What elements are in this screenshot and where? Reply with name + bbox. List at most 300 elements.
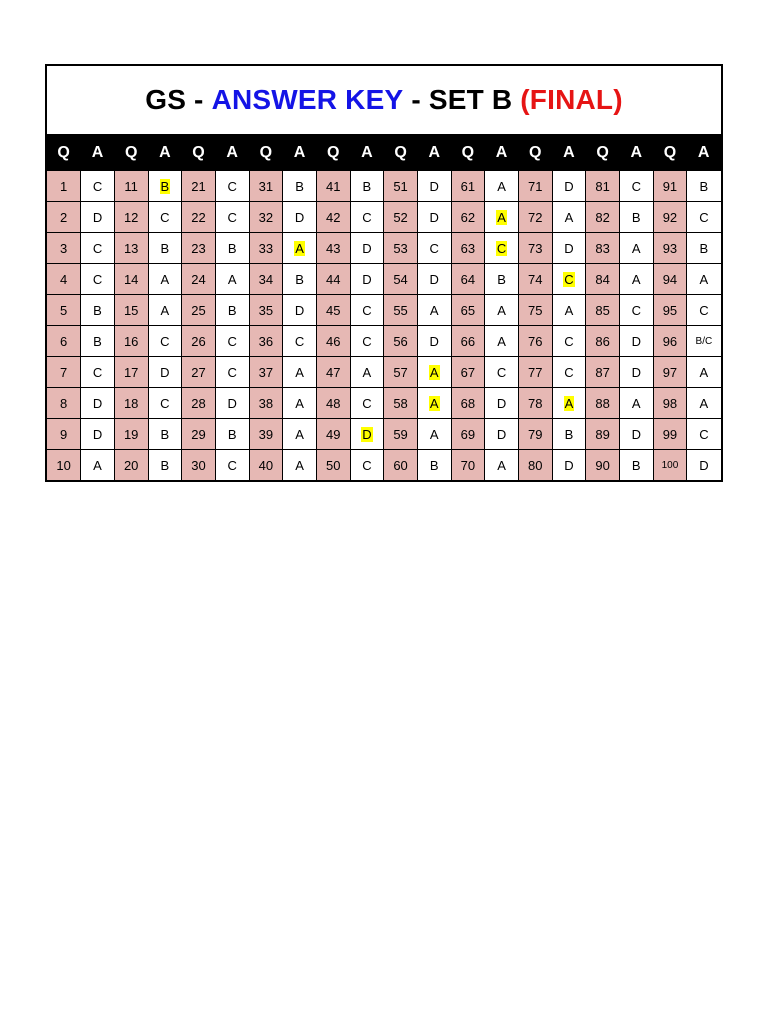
column-header-question: Q (114, 135, 148, 171)
answer-cell (619, 233, 653, 264)
answer-cell (148, 171, 182, 202)
answer-cell (485, 202, 519, 233)
answer-value: C (362, 333, 372, 349)
question-number-cell: 26 (182, 326, 216, 357)
answer-value-highlighted: C (496, 240, 507, 256)
answer-cell (215, 264, 249, 295)
answer-cell (148, 264, 182, 295)
answer-value: D (631, 364, 641, 380)
answer-value: A (497, 333, 506, 349)
answer-value: C (496, 364, 507, 380)
answer-value-highlighted: D (362, 426, 372, 442)
column-header-answer: A (215, 135, 249, 171)
answer-cell (81, 264, 115, 295)
answer-value: C (160, 333, 170, 349)
table-row (47, 419, 721, 450)
answer-cell (350, 264, 384, 295)
question-number-cell: 15 (114, 295, 148, 326)
answer-value: A (497, 178, 506, 194)
question-number-cell: 30 (182, 450, 216, 481)
answer-value: C (631, 178, 641, 194)
answer-cell (687, 233, 721, 264)
answer-value: C (429, 240, 439, 256)
question-number-cell: 86 (586, 326, 620, 357)
answer-value: D (429, 209, 439, 225)
question-number-cell: 34 (249, 264, 283, 295)
answer-cell (552, 233, 586, 264)
question-number-cell: 46 (316, 326, 350, 357)
question-number-cell: 87 (586, 357, 620, 388)
answer-cell (81, 388, 115, 419)
table-row (47, 357, 721, 388)
answer-value: B (160, 426, 170, 442)
answer-cell (687, 388, 721, 419)
answer-cell (283, 419, 317, 450)
answer-cell (148, 326, 182, 357)
answer-cell (485, 326, 519, 357)
answer-cell (552, 295, 586, 326)
answer-cell (215, 450, 249, 481)
column-header-answer: A (148, 135, 182, 171)
table-row (47, 202, 721, 233)
question-number-cell: 92 (653, 202, 687, 233)
table-row (47, 450, 721, 481)
question-number-cell: 70 (451, 450, 485, 481)
answer-cell (417, 388, 451, 419)
question-number-cell: 82 (586, 202, 620, 233)
answer-value: B (429, 457, 439, 473)
answer-value: C (227, 457, 237, 473)
answer-cell (552, 326, 586, 357)
answer-cell (417, 419, 451, 450)
question-number-cell: 20 (114, 450, 148, 481)
answer-cell (619, 357, 653, 388)
answer-value: D (294, 302, 305, 318)
answer-value: C (227, 333, 237, 349)
answer-cell (687, 171, 721, 202)
answer-cell (485, 357, 519, 388)
answer-value: C (362, 302, 372, 318)
column-header-question: Q (316, 135, 350, 171)
answer-cell (417, 450, 451, 481)
question-number-cell: 5 (47, 295, 81, 326)
answer-cell (81, 171, 115, 202)
answer-cell (81, 233, 115, 264)
answer-value: D (496, 395, 507, 411)
header-row (47, 135, 721, 171)
answer-value: A (295, 426, 304, 442)
question-number-cell: 78 (518, 388, 552, 419)
column-header-question: Q (518, 135, 552, 171)
answer-cell (148, 202, 182, 233)
answer-cell (148, 388, 182, 419)
answer-cell (552, 202, 586, 233)
answer-value-highlighted: C (564, 271, 574, 287)
answer-cell (552, 171, 586, 202)
answer-cell (350, 326, 384, 357)
question-number-cell: 51 (384, 171, 418, 202)
column-header-answer: A (687, 135, 721, 171)
answer-value: A (631, 395, 641, 411)
column-header-answer: A (552, 135, 586, 171)
question-number-cell: 91 (653, 171, 687, 202)
answer-value: D (92, 426, 103, 442)
question-number-cell: 47 (316, 357, 350, 388)
answer-value: D (362, 240, 372, 256)
question-number-cell: 43 (316, 233, 350, 264)
question-number-cell: 1 (47, 171, 81, 202)
answer-cell (552, 419, 586, 450)
column-header-question: Q (182, 135, 216, 171)
table-row (47, 295, 721, 326)
answer-value: B (631, 457, 641, 473)
answer-value: A (160, 271, 170, 287)
answer-value: B/C (695, 335, 713, 347)
question-number-cell: 80 (518, 450, 552, 481)
column-header-answer: A (283, 135, 317, 171)
question-number-cell: 90 (586, 450, 620, 481)
question-number-cell: 97 (653, 357, 687, 388)
answer-cell (552, 264, 586, 295)
question-number-cell: 27 (182, 357, 216, 388)
answer-value: B (362, 178, 372, 194)
table-row (47, 171, 721, 202)
answer-cell (552, 357, 586, 388)
answer-cell (148, 233, 182, 264)
question-number-cell: 61 (451, 171, 485, 202)
question-number-cell: 31 (249, 171, 283, 202)
answer-value: A (497, 457, 506, 473)
answer-cell (215, 295, 249, 326)
answer-value-highlighted: B (160, 178, 170, 194)
answer-cell (687, 202, 721, 233)
question-number-cell: 69 (451, 419, 485, 450)
question-number-cell: 3 (47, 233, 81, 264)
question-number-cell: 75 (518, 295, 552, 326)
answer-cell (485, 295, 519, 326)
answer-value: C (362, 209, 372, 225)
answer-value: D (429, 271, 439, 287)
answer-cell (619, 326, 653, 357)
question-number-cell: 58 (384, 388, 418, 419)
question-number-cell: 56 (384, 326, 418, 357)
question-number-cell: 35 (249, 295, 283, 326)
question-number-cell: 29 (182, 419, 216, 450)
question-number-cell: 53 (384, 233, 418, 264)
answer-value: C (92, 271, 103, 287)
answer-value: A (429, 426, 439, 442)
question-number-cell: 55 (384, 295, 418, 326)
answer-cell (215, 202, 249, 233)
answer-key-sheet (45, 64, 723, 482)
question-number-cell: 66 (451, 326, 485, 357)
answer-value: D (429, 178, 439, 194)
question-number-cell: 17 (114, 357, 148, 388)
answer-value: D (294, 209, 305, 225)
column-header-answer: A (485, 135, 519, 171)
answer-value: D (631, 426, 641, 442)
answer-value: D (160, 364, 170, 380)
answer-value: A (564, 209, 574, 225)
table-row (47, 388, 721, 419)
answer-value: D (496, 426, 507, 442)
question-number-cell: 67 (451, 357, 485, 388)
answer-value: B (93, 302, 102, 318)
answer-cell (619, 264, 653, 295)
question-number-cell: 40 (249, 450, 283, 481)
question-number-cell: 63 (451, 233, 485, 264)
question-number-cell: 100 (653, 450, 687, 481)
answer-cell (215, 419, 249, 450)
answer-cell (619, 419, 653, 450)
answer-cell (687, 295, 721, 326)
answer-value: A (295, 457, 304, 473)
answer-value: A (295, 395, 304, 411)
question-number-cell: 48 (316, 388, 350, 419)
answer-value: A (362, 364, 372, 380)
answer-value: D (92, 395, 103, 411)
answer-cell (485, 264, 519, 295)
answer-cell (619, 202, 653, 233)
answer-value: B (227, 302, 237, 318)
question-number-cell: 95 (653, 295, 687, 326)
answer-value: B (295, 178, 304, 194)
answer-cell (687, 450, 721, 481)
question-number-cell: 42 (316, 202, 350, 233)
column-header-question: Q (47, 135, 81, 171)
column-header-answer: A (350, 135, 384, 171)
answer-value: C (92, 240, 103, 256)
answer-value: D (564, 240, 574, 256)
answer-cell (687, 264, 721, 295)
question-number-cell: 18 (114, 388, 148, 419)
answer-cell (552, 388, 586, 419)
question-number-cell: 89 (586, 419, 620, 450)
question-number-cell: 37 (249, 357, 283, 388)
answer-cell (350, 171, 384, 202)
answer-cell (687, 419, 721, 450)
answer-cell (350, 202, 384, 233)
title-final: (FINAL) (520, 84, 623, 115)
question-number-cell: 62 (451, 202, 485, 233)
question-number-cell: 71 (518, 171, 552, 202)
question-number-cell: 44 (316, 264, 350, 295)
answer-cell (350, 357, 384, 388)
question-number-cell: 50 (316, 450, 350, 481)
answer-cell (552, 450, 586, 481)
answer-cell (417, 264, 451, 295)
question-number-cell: 36 (249, 326, 283, 357)
answer-value: C (92, 178, 103, 194)
answer-cell (485, 171, 519, 202)
question-number-cell: 7 (47, 357, 81, 388)
question-number-cell: 94 (653, 264, 687, 295)
answer-value: C (227, 178, 237, 194)
answer-value: D (631, 333, 641, 349)
question-number-cell: 77 (518, 357, 552, 388)
column-header-question: Q (384, 135, 418, 171)
answer-cell (283, 326, 317, 357)
answer-cell (485, 450, 519, 481)
question-number-cell: 2 (47, 202, 81, 233)
answer-cell (81, 202, 115, 233)
question-number-cell: 65 (451, 295, 485, 326)
answer-cell (417, 357, 451, 388)
question-number-cell: 41 (316, 171, 350, 202)
question-number-cell: 23 (182, 233, 216, 264)
question-number-cell: 93 (653, 233, 687, 264)
answer-cell (619, 171, 653, 202)
question-number-cell: 81 (586, 171, 620, 202)
question-number-cell: 68 (451, 388, 485, 419)
answer-cell (81, 326, 115, 357)
answer-value: A (429, 302, 439, 318)
answer-cell (215, 326, 249, 357)
answer-cell (215, 357, 249, 388)
answer-cell (350, 450, 384, 481)
question-number-cell: 64 (451, 264, 485, 295)
title-prefix: GS - (145, 84, 212, 115)
answer-value: A (564, 302, 574, 318)
question-number-cell: 72 (518, 202, 552, 233)
answer-cell (283, 357, 317, 388)
answer-value: C (564, 364, 574, 380)
answer-value: B (699, 240, 709, 256)
answer-value: D (92, 209, 103, 225)
answer-cell (485, 419, 519, 450)
answer-value: B (160, 457, 170, 473)
answer-value-highlighted: A (429, 364, 439, 380)
answer-table (47, 135, 721, 480)
question-number-cell: 12 (114, 202, 148, 233)
column-header-question: Q (586, 135, 620, 171)
question-number-cell: 19 (114, 419, 148, 450)
answer-cell (148, 357, 182, 388)
answer-value: C (362, 395, 372, 411)
question-number-cell: 4 (47, 264, 81, 295)
title-set: - SET B (403, 84, 521, 115)
answer-value: B (497, 271, 506, 287)
answer-cell (81, 419, 115, 450)
question-number-cell: 88 (586, 388, 620, 419)
answer-value: D (362, 271, 372, 287)
answer-cell (215, 171, 249, 202)
answer-cell (619, 450, 653, 481)
question-number-cell: 74 (518, 264, 552, 295)
answer-value: A (631, 271, 641, 287)
answer-cell (148, 419, 182, 450)
answer-value-highlighted: A (497, 209, 506, 225)
answer-cell (619, 388, 653, 419)
answer-value: A (699, 364, 709, 380)
column-header-answer: A (417, 135, 451, 171)
column-header-question: Q (653, 135, 687, 171)
question-number-cell: 45 (316, 295, 350, 326)
answer-cell (283, 450, 317, 481)
question-number-cell: 85 (586, 295, 620, 326)
answer-cell (283, 264, 317, 295)
page-title (47, 66, 721, 135)
answer-cell (485, 388, 519, 419)
question-number-cell: 33 (249, 233, 283, 264)
question-number-cell: 11 (114, 171, 148, 202)
answer-cell (215, 233, 249, 264)
answer-value: D (564, 178, 574, 194)
answer-value: C (227, 364, 237, 380)
answer-value: D (227, 395, 237, 411)
answer-value: A (699, 271, 709, 287)
column-header-question: Q (249, 135, 283, 171)
answer-cell (417, 295, 451, 326)
answer-cell (485, 233, 519, 264)
answer-value: C (564, 333, 574, 349)
question-number-cell: 10 (47, 450, 81, 481)
answer-value: A (227, 271, 237, 287)
answer-cell (283, 171, 317, 202)
answer-cell (687, 326, 721, 357)
question-number-cell: 32 (249, 202, 283, 233)
answer-value: B (227, 426, 237, 442)
question-number-cell: 28 (182, 388, 216, 419)
question-number-cell: 16 (114, 326, 148, 357)
answer-value: C (631, 302, 641, 318)
answer-cell (417, 171, 451, 202)
answer-value: C (160, 209, 170, 225)
question-number-cell: 76 (518, 326, 552, 357)
question-number-cell: 9 (47, 419, 81, 450)
column-header-answer: A (619, 135, 653, 171)
answer-value: B (160, 240, 170, 256)
answer-cell (417, 326, 451, 357)
answer-cell (81, 450, 115, 481)
question-number-cell: 84 (586, 264, 620, 295)
answer-cell (81, 295, 115, 326)
answer-cell (283, 233, 317, 264)
table-row (47, 233, 721, 264)
question-number-cell: 14 (114, 264, 148, 295)
question-number-cell: 52 (384, 202, 418, 233)
answer-cell (215, 388, 249, 419)
answer-value: B (631, 209, 641, 225)
answer-value: D (429, 333, 439, 349)
answer-value: A (295, 364, 304, 380)
answer-value: B (93, 333, 102, 349)
answer-value: C (294, 333, 305, 349)
question-number-cell: 25 (182, 295, 216, 326)
answer-value: B (295, 271, 304, 287)
answer-cell (283, 388, 317, 419)
question-number-cell: 8 (47, 388, 81, 419)
answer-value: C (699, 426, 709, 442)
answer-value: C (362, 457, 372, 473)
table-row (47, 264, 721, 295)
answer-value: D (699, 457, 709, 473)
question-number-cell: 39 (249, 419, 283, 450)
question-number-cell: 38 (249, 388, 283, 419)
question-number-cell: 21 (182, 171, 216, 202)
question-number-cell: 60 (384, 450, 418, 481)
answer-value: A (93, 457, 102, 473)
answer-value: A (497, 302, 506, 318)
question-number-cell: 79 (518, 419, 552, 450)
question-number-cell: 96 (653, 326, 687, 357)
answer-value: A (699, 395, 709, 411)
question-number-cell: 49 (316, 419, 350, 450)
title-answer-key: ANSWER KEY (211, 84, 404, 115)
answer-value: B (699, 178, 709, 194)
answer-value: C (160, 395, 170, 411)
answer-cell (283, 202, 317, 233)
